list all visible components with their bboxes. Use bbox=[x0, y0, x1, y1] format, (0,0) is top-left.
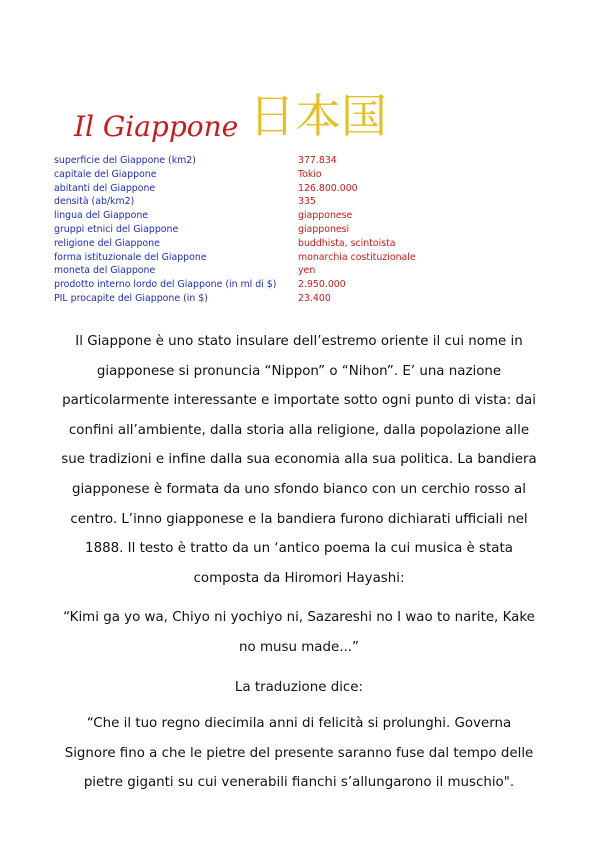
fact-label: gruppi etnici del Giappone bbox=[54, 223, 179, 235]
fact-label: PIL procapite del Giappone (in $) bbox=[54, 292, 208, 304]
fact-label: moneta del Giappone bbox=[54, 265, 156, 277]
title-italian: Il Giappone bbox=[74, 110, 239, 143]
translation-paragraph: “Che il tuo regno diecimila anni di felicità si prolunghi. Governa Signore fino a che le pietre del presente saranno fuse dal tempo delle pietre giganti su cui venerabili fianchi s’allungarono il muschio". bbox=[64, 716, 534, 791]
fact-row bbox=[54, 154, 416, 168]
fact-row bbox=[54, 195, 416, 209]
fact-value: 23.400 bbox=[298, 292, 331, 304]
fact-label: forma istituzionale del Giappone bbox=[54, 251, 207, 263]
fact-value: Tokio bbox=[298, 168, 322, 180]
fact-label: capitale del Giappone bbox=[54, 168, 157, 180]
fact-label: abitanti del Giappone bbox=[54, 182, 156, 194]
fact-value: 335 bbox=[298, 196, 316, 208]
fact-row bbox=[54, 292, 416, 306]
fact-label: superficie del Giappone (km2) bbox=[54, 155, 196, 166]
intro-paragraph: Il Giappone è uno stato insulare dell’estremo oriente il cui nome in giapponese si pronuncia “Nippon” o “Nihon”. E’ una nazione particolarmente interessante e importate sotto ogni punto di vista: dai confini all’ambiente, dalla storia alla religione, dalla popolazione alle sue tradizioni e infine dalla sua economia alla sua politica. La bandiera giapponese è formata da uno sfondo bianco con un cerchio rosso al centro. L’inno giapponese e la bandiera furono dichiarati ufficiali nel 1888. Il testo è tratto da un ‘antico poema la cui musica è stata composta da Hiromori Hayashi: bbox=[61, 334, 537, 586]
fact-row bbox=[54, 209, 416, 223]
fact-row bbox=[54, 251, 416, 265]
fact-row bbox=[54, 278, 416, 292]
fact-value: 377.834 bbox=[298, 155, 337, 166]
fact-row bbox=[54, 264, 416, 278]
facts-table bbox=[54, 154, 416, 306]
title-japanese: 日本国 bbox=[249, 89, 387, 143]
fact-value: giapponese bbox=[298, 210, 353, 222]
fact-value: 126.800.000 bbox=[298, 182, 358, 194]
fact-row bbox=[54, 237, 416, 251]
fact-value: buddhista, scintoista bbox=[298, 237, 396, 249]
fact-value: giapponesi bbox=[298, 223, 350, 235]
fact-label: lingua del Giappone bbox=[54, 210, 149, 222]
fact-row bbox=[54, 182, 416, 196]
fact-label: religione del Giappone bbox=[54, 237, 160, 249]
fact-label: densità (ab/km2) bbox=[54, 196, 135, 208]
fact-value: monarchia costituzionale bbox=[298, 251, 416, 263]
fact-row bbox=[54, 168, 416, 182]
fact-value: 2.950.000 bbox=[298, 279, 346, 291]
translation-heading: La traduzione dice: bbox=[234, 680, 364, 695]
fact-label: prodotto interno lordo del Giappone (in ml di $) bbox=[54, 279, 277, 291]
fact-value: yen bbox=[298, 265, 316, 277]
fact-row bbox=[54, 223, 416, 237]
anthem-lyrics: “Kimi ga yo wa, Chiyo ni yochiyo ni, Sazareshi no I wao to narite, Kake no musu made...” bbox=[63, 610, 535, 655]
